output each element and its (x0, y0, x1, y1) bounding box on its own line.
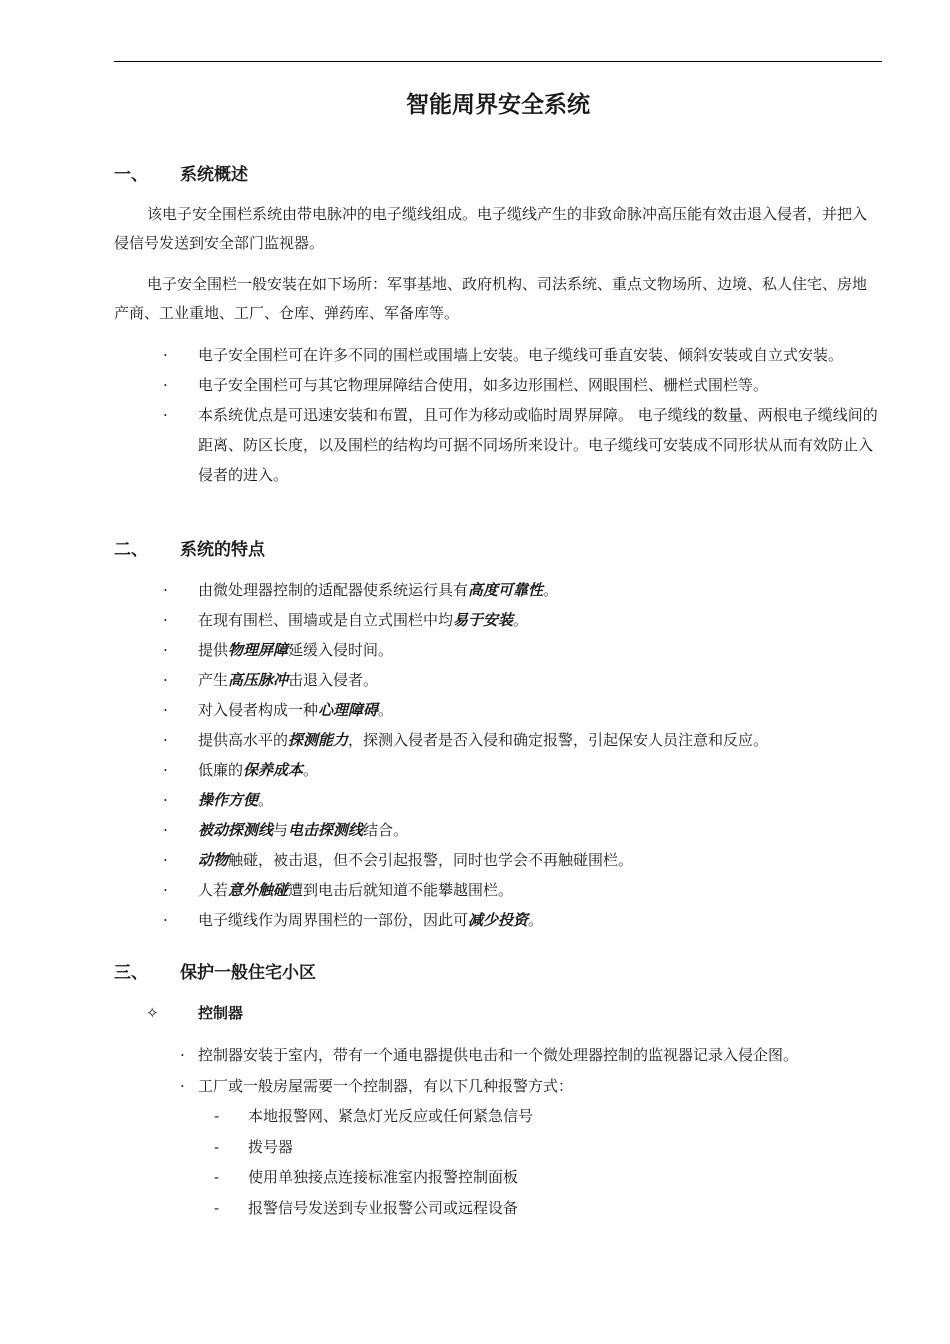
feature-text: 由微处理器控制的适配器使系统运行具有 (198, 581, 469, 599)
feature-text: 。 (378, 701, 394, 719)
feature-highlight: 易于安装 (453, 611, 514, 629)
feature-text: 结合。 (363, 821, 409, 839)
list-item-text: 报警信号发送到专业报警公司或远程设备 (248, 1198, 519, 1217)
list-item-text: 本系统优点是可迅速安装和布置，且可作为移动或临时周界屏障。 电子缆线的数量、两根电子缆线间的距离、防区长度，以及围栏的结构均可据不同场所来设计。电子缆线可安装成不同形状从而有效防止入侵者的进入。 (198, 406, 878, 484)
feature-text: 在现有围栏、围墙或是自立式围栏中均 (198, 611, 454, 629)
feature-item (0, 755, 878, 785)
feature-text: 延缓入侵时间。 (288, 641, 394, 659)
feature-item (0, 875, 878, 905)
list-item-text: 使用单独接点连接标准室内报警控制面板 (248, 1168, 519, 1186)
feature-text: 。 (543, 581, 559, 599)
overview-paragraph-2 (114, 270, 874, 328)
feature-highlight: 高压脉冲 (228, 671, 289, 689)
feature-text: 。 (528, 911, 544, 929)
list-item-text: 工厂或一般房屋需要一个控制器，有以下几种报警方式： (198, 1076, 574, 1095)
list-item (0, 1071, 878, 1102)
feature-text: 产生 (198, 671, 229, 689)
dash-icon: - (214, 1107, 220, 1125)
paragraph-text: 该电子安全围栏系统由带电脉冲的电子缆线组成。电子缆线产生的非致命脉冲高压能有效击退入侵者，并把入侵信号发送到安全部门监视器。 (114, 205, 868, 252)
feature-text: 。 (303, 761, 319, 779)
list-item (0, 1101, 533, 1132)
feature-highlight: 电击探测线 (288, 821, 364, 839)
list-item (0, 1040, 878, 1071)
feature-item (0, 665, 878, 695)
feature-text: 触碰，被击退，但不会引起报警，同时也学会不再触碰围栏。 (228, 851, 634, 869)
subsection-heading-controller (146, 1002, 243, 1023)
feature-item (0, 905, 878, 935)
feature-item (0, 695, 878, 725)
feature-text: 电子缆线作为周界围栏的一部份，因此可 (198, 911, 469, 929)
bullet-icon: · (163, 701, 168, 719)
feature-item (0, 845, 878, 875)
list-item (0, 400, 878, 490)
list-item-text: 拨号器 (248, 1137, 294, 1156)
section-number: 三、 (114, 963, 148, 983)
section-number: 一、 (114, 165, 148, 185)
feature-highlight: 被动探测线 (198, 821, 274, 839)
bullet-icon: · (163, 581, 168, 599)
list-item (0, 340, 878, 370)
list-item-text: 控制器安装于室内，带有一个通电器提供电击和一个微处理器控制的监视器记录入侵企图。 (198, 1046, 799, 1064)
diamond-bullet-icon: ✧ (146, 1004, 159, 1022)
bullet-icon: · (163, 761, 168, 779)
controller-list (0, 1040, 878, 1101)
document-title: 智能周界安全系统 (406, 92, 590, 118)
feature-text: 对入侵者构成一种 (198, 701, 319, 719)
feature-item (0, 635, 878, 665)
overview-paragraph-1 (114, 200, 874, 258)
section-title: 保护一般住宅小区 (180, 963, 316, 983)
feature-highlight: 高度可靠性 (468, 581, 544, 599)
list-item (0, 1193, 533, 1224)
bullet-icon: · (163, 406, 168, 424)
feature-highlight: 操作方便 (198, 791, 259, 809)
bullet-icon: · (163, 881, 168, 899)
list-item-text: 电子安全围栏可在许多不同的围栏或围墙上安装。电子缆线可垂直安装、倾斜安装或自立式安装。 (198, 346, 844, 364)
feature-text: 遭到电击后就知道不能攀越围栏。 (288, 881, 514, 899)
list-item (0, 1162, 533, 1193)
feature-text: 人若 (198, 881, 229, 899)
section-title: 系统的特点 (180, 540, 265, 560)
feature-item (0, 575, 878, 605)
subsection-title: 控制器 (198, 1004, 244, 1022)
feature-text: 低廉的 (198, 761, 244, 779)
feature-text: 。 (258, 791, 274, 809)
feature-text: 与 (273, 821, 289, 839)
feature-highlight: 保养成本 (243, 761, 304, 779)
feature-highlight: 减少投资 (468, 911, 529, 929)
bullet-icon: · (180, 1076, 185, 1095)
bullet-icon: · (163, 851, 168, 869)
header-rule (114, 61, 882, 62)
feature-text: 提供 (198, 641, 229, 659)
feature-text: 提供高水平的 (198, 731, 289, 749)
features-bullet-list (0, 575, 878, 935)
feature-item (0, 725, 878, 755)
paragraph-text: 电子安全围栏一般安装在如下场所：军事基地、政府机构、司法系统、重点文物场所、边境、私人住宅、房地产商、工业重地、工厂、仓库、弹药库、军备库等。 (114, 275, 868, 322)
bullet-icon: · (163, 821, 168, 839)
section-heading-overview (114, 160, 248, 185)
dash-icon: - (214, 1168, 220, 1186)
bullet-icon: · (163, 376, 168, 394)
list-item (0, 370, 878, 400)
feature-item (0, 605, 878, 635)
bullet-icon: · (163, 671, 168, 689)
feature-highlight: 心理障碍 (318, 701, 379, 719)
feature-text: ，探测入侵者是否入侵和确定报警，引起保安人员注意和反应。 (348, 731, 769, 749)
section-number: 二、 (114, 540, 148, 560)
list-item-text: 本地报警网、紧急灯光反应或任何紧急信号 (248, 1107, 534, 1125)
bullet-icon: · (163, 641, 168, 659)
feature-highlight: 意外触碰 (228, 881, 289, 899)
section-heading-residential (114, 958, 316, 983)
feature-item (0, 815, 878, 845)
overview-bullet-list (0, 340, 878, 490)
feature-highlight: 动物 (198, 851, 229, 869)
bullet-icon: · (163, 911, 168, 929)
list-item-text: 电子安全围栏可与其它物理屏障结合使用，如多边形围栏、网眼围栏、栅栏式围栏等。 (198, 376, 769, 394)
bullet-icon: · (163, 346, 168, 364)
feature-item (0, 785, 878, 815)
feature-highlight: 探测能力 (288, 731, 349, 749)
section-title: 系统概述 (180, 165, 248, 185)
feature-text: 。 (513, 611, 529, 629)
section-heading-features (114, 535, 265, 560)
list-item (0, 1132, 533, 1163)
bullet-icon: · (163, 731, 168, 749)
bullet-icon: · (180, 1046, 185, 1064)
bullet-icon: · (163, 611, 168, 629)
dash-icon: - (214, 1137, 220, 1156)
bullet-icon: · (163, 791, 168, 809)
feature-text: 击退入侵者。 (288, 671, 379, 689)
feature-highlight: 物理屏障 (228, 641, 289, 659)
alarm-methods-list (0, 1101, 533, 1223)
dash-icon: - (214, 1198, 220, 1217)
